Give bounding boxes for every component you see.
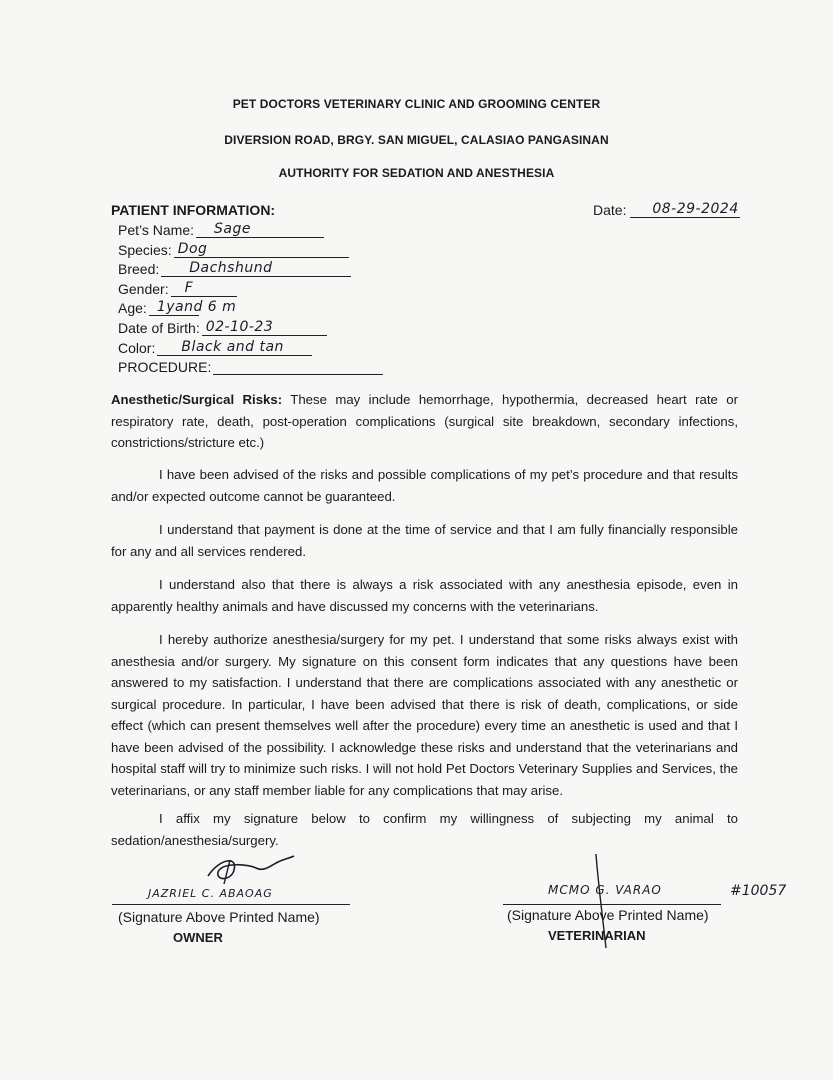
owner-signature xyxy=(190,850,300,890)
owner-signature-caption: (Signature Above Printed Name) xyxy=(118,909,320,925)
date-label: Date: xyxy=(593,202,627,218)
color-field[interactable] xyxy=(118,339,312,356)
consent-paragraph-3: I understand also that there is always a risk associated with any anesthesia episode, even in apparently healthy animals and have discussed my concerns with the veterinarians. xyxy=(111,577,738,614)
field-value: Sage xyxy=(214,221,251,237)
field-label: Color: xyxy=(118,340,156,356)
field-value: 02-10-23 xyxy=(205,319,274,335)
date-of-birth-field[interactable] xyxy=(118,319,327,336)
vet-signature-caption: (Signature Above Printed Name) xyxy=(507,907,709,923)
date-field[interactable] xyxy=(593,200,740,218)
field-label: Age: xyxy=(118,300,147,316)
field-value: Dog xyxy=(177,241,208,257)
gender-field[interactable] xyxy=(118,280,237,297)
risks-lead: Anesthetic/Surgical Risks: xyxy=(111,392,283,407)
field-value: 1yand 6 m xyxy=(156,299,237,315)
consent-paragraph-5: I affix my signature below to confirm my willingness of subjecting my animal to sedation/anesthesia/surgery. xyxy=(111,811,738,848)
field-value: Black and tan xyxy=(181,339,284,355)
field-label: Date of Birth: xyxy=(118,320,200,336)
date-line xyxy=(630,200,740,218)
date-value: 08-29-2024 xyxy=(652,201,739,217)
procedure-field[interactable] xyxy=(118,358,383,375)
field-label: Species: xyxy=(118,242,172,258)
consent-paragraph-1: I have been advised of the risks and possible complications of my pet’s procedure and that results and/or expected outcome cannot be guaranteed. xyxy=(111,467,738,504)
pet-name-field[interactable] xyxy=(118,221,324,238)
vet-printed-name: MCMO G. VARAO xyxy=(548,883,662,897)
field-label: PROCEDURE: xyxy=(118,359,212,375)
species-field[interactable] xyxy=(118,241,349,258)
vet-signature-line xyxy=(503,903,721,905)
field-label: Gender: xyxy=(118,281,169,297)
owner-printed-name: JAZRIEL C. ABAOAG xyxy=(148,887,273,900)
owner-signature-line xyxy=(112,903,350,905)
age-field[interactable] xyxy=(118,299,237,316)
clinic-name: PET DOCTORS VETERINARY CLINIC AND GROOMING CENTER xyxy=(232,97,601,111)
breed-field[interactable] xyxy=(118,260,351,277)
patient-info-heading: PATIENT INFORMATION: xyxy=(111,202,276,218)
field-value: F xyxy=(184,280,194,296)
form-title: AUTHORITY FOR SEDATION AND ANESTHESIA xyxy=(278,166,555,180)
risks-paragraph xyxy=(111,389,738,454)
field-label: Breed: xyxy=(118,261,160,277)
risks-text: These may include hemorrhage, hypothermia, decreased heart rate or respiratory rate, death, post-operation complications (surgical site breakdown, secondary infections, constrictions/stricture etc.) xyxy=(111,392,738,450)
field-label: Pet’s Name: xyxy=(118,222,194,238)
field-value: Dachshund xyxy=(189,260,273,276)
consent-paragraph-4: I hereby authorize anesthesia/surgery for my pet. I understand that some risks always exist with anesthesia and/or surgery. My signature on this consent form indicates that any questions have been answered to my satisfaction. I understand that there are complications associated with any anesthetic or surgical procedure. In particular, I have been advised that there is risk of death, complications, or side effect (which can present themselves well after the procedure) every time an anesthetic is used and that I have been advised of the possibility. I acknowledge these risks and understand that the veterinarians and hospital staff will try to minimize such risks. I will not hold Pet Doctors Veterinary Supplies and Services, the veterinarians, or any staff member liable for any complications that may arise. xyxy=(111,632,738,798)
vet-role: VETERINARIAN xyxy=(548,928,646,943)
clinic-address: DIVERSION ROAD, BRGY. SAN MIGUEL, CALASIAO PANGASINAN xyxy=(224,133,609,147)
owner-role: OWNER xyxy=(173,930,223,945)
consent-paragraph-2: I understand that payment is done at the time of service and that I am fully financially responsible for any and all services rendered. xyxy=(111,522,738,559)
vet-license-number: #10057 xyxy=(730,883,787,899)
